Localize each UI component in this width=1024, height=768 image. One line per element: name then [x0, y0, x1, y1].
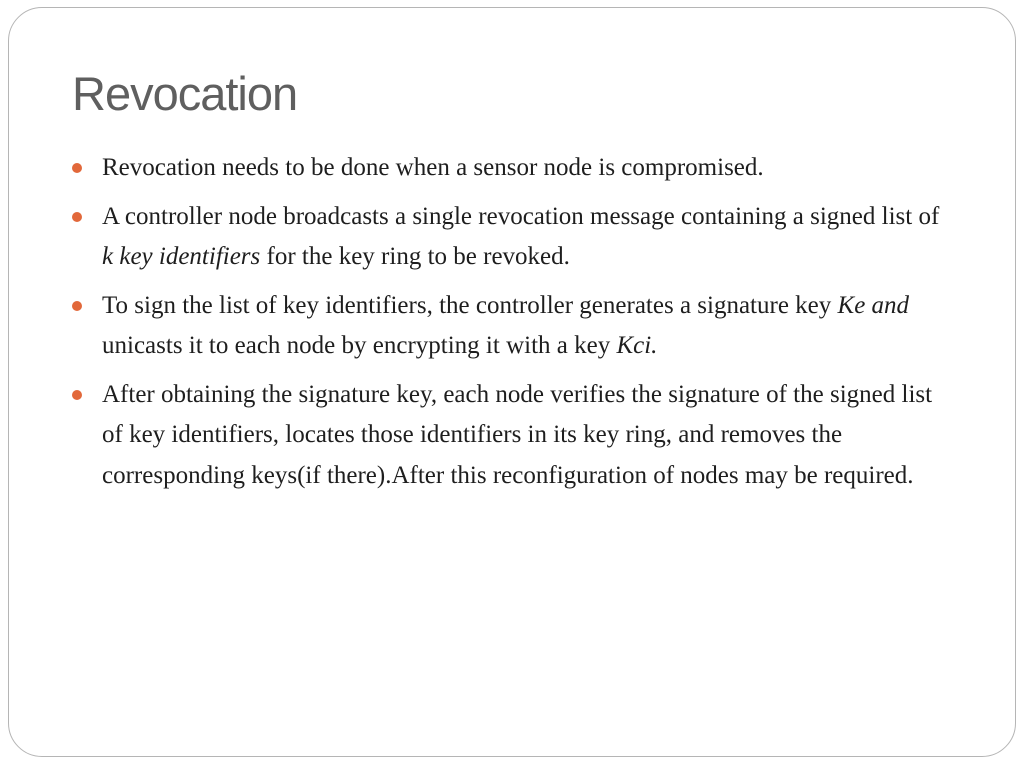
slide-frame [8, 7, 1016, 757]
bullet-item [72, 197, 952, 278]
bullet-item [72, 148, 952, 189]
bullet-dot-icon [72, 212, 82, 222]
bullet-text: After obtaining the signature key, each node verifies the signature of the signed list of key identifiers, locates those identifiers in its key ring, and removes the corresponding keys(if there).After this reconfiguration of nodes may be required. [102, 380, 933, 489]
italic-term: Kci. [616, 332, 658, 359]
bullet-text: To sign the list of key identifiers, the controller generates a signature key Ke and unicasts it to each node by encrypting it with a key Kci. [102, 291, 910, 359]
bullet-list [72, 148, 952, 504]
bullet-item [72, 375, 952, 497]
bullet-dot-icon [72, 163, 82, 173]
bullet-text: Revocation needs to be done when a sensor node is compromised. [102, 154, 764, 181]
italic-term: k key identifiers [102, 243, 261, 270]
bullet-dot-icon [72, 301, 82, 311]
italic-term: Ke and [837, 291, 910, 319]
slide-title: Revocation [72, 67, 298, 120]
bullet-text: A controller node broadcasts a single revocation message containing a signed list of k key identifiers for the key ring to be revoked. [102, 202, 940, 270]
bullet-dot-icon [72, 390, 82, 400]
bullet-item [72, 286, 952, 367]
